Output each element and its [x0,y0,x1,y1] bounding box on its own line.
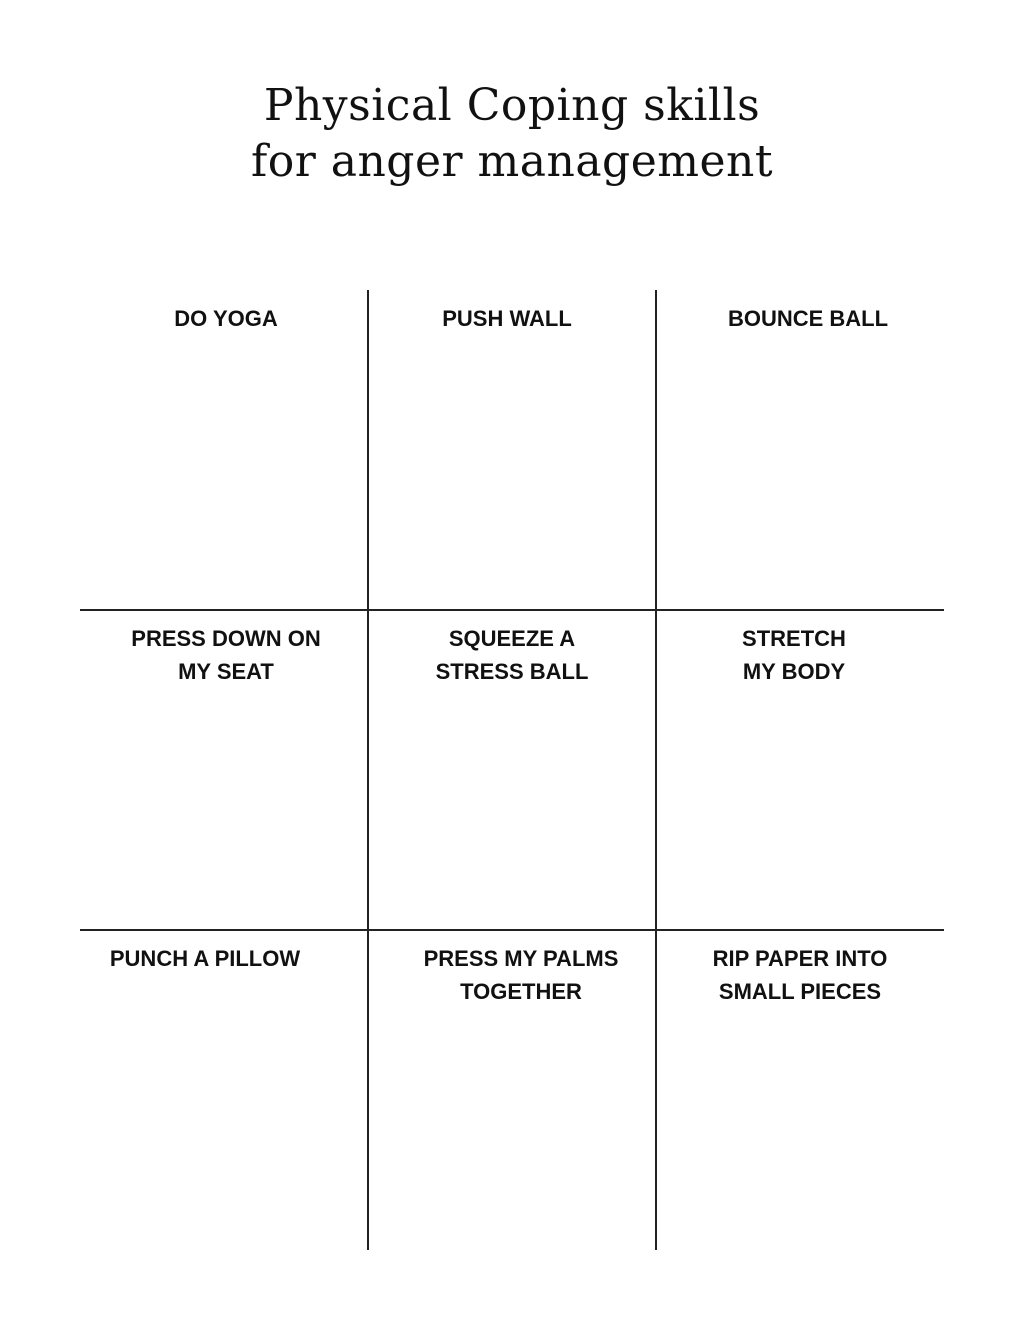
skill-cell [656,610,944,930]
skill-label [656,622,932,688]
skill-label-line-2: STRESS BALL [435,659,589,684]
skill-label-line-1: PUSH WALL [442,306,572,331]
title-line-2: for anger management [250,136,774,187]
skill-label [368,622,656,688]
page-title [0,78,1024,190]
title-line-1: Physical Coping skills [263,80,761,131]
coping-skills-grid [80,290,944,1250]
skill-label [368,302,646,335]
skill-label-line-1: BOUNCE BALL [727,306,889,331]
skill-label [80,942,330,975]
skill-label-line-1: PRESS MY PALMS [423,946,619,971]
skill-label [656,942,944,1008]
skill-label-line-1: SQUEEZE A [448,626,576,651]
skill-label-line-2: MY SEAT [178,659,274,684]
skill-cell [368,610,656,930]
skill-label-line-1: PUNCH A PILLOW [109,946,301,971]
skill-label [368,942,674,1008]
skill-cell [80,610,368,930]
skill-cell [80,930,368,1250]
skill-label-line-2: TOGETHER [460,979,582,1004]
skill-cell [656,290,944,610]
skill-cell [80,290,368,610]
skill-label [656,302,960,335]
skill-label [80,302,372,335]
skill-label [80,622,372,688]
skill-label-line-2: SMALL PIECES [718,979,882,1004]
skill-label-line-1: RIP PAPER INTO [712,946,888,971]
skill-label-line-2: MY BODY [742,659,846,684]
skill-cell [368,930,656,1250]
skill-label-line-1: DO YOGA [174,306,278,331]
skill-label-line-1: STRETCH [742,626,846,651]
skill-cell [368,290,656,610]
skill-label-line-1: PRESS DOWN ON [131,626,321,651]
skill-cell [656,930,944,1250]
